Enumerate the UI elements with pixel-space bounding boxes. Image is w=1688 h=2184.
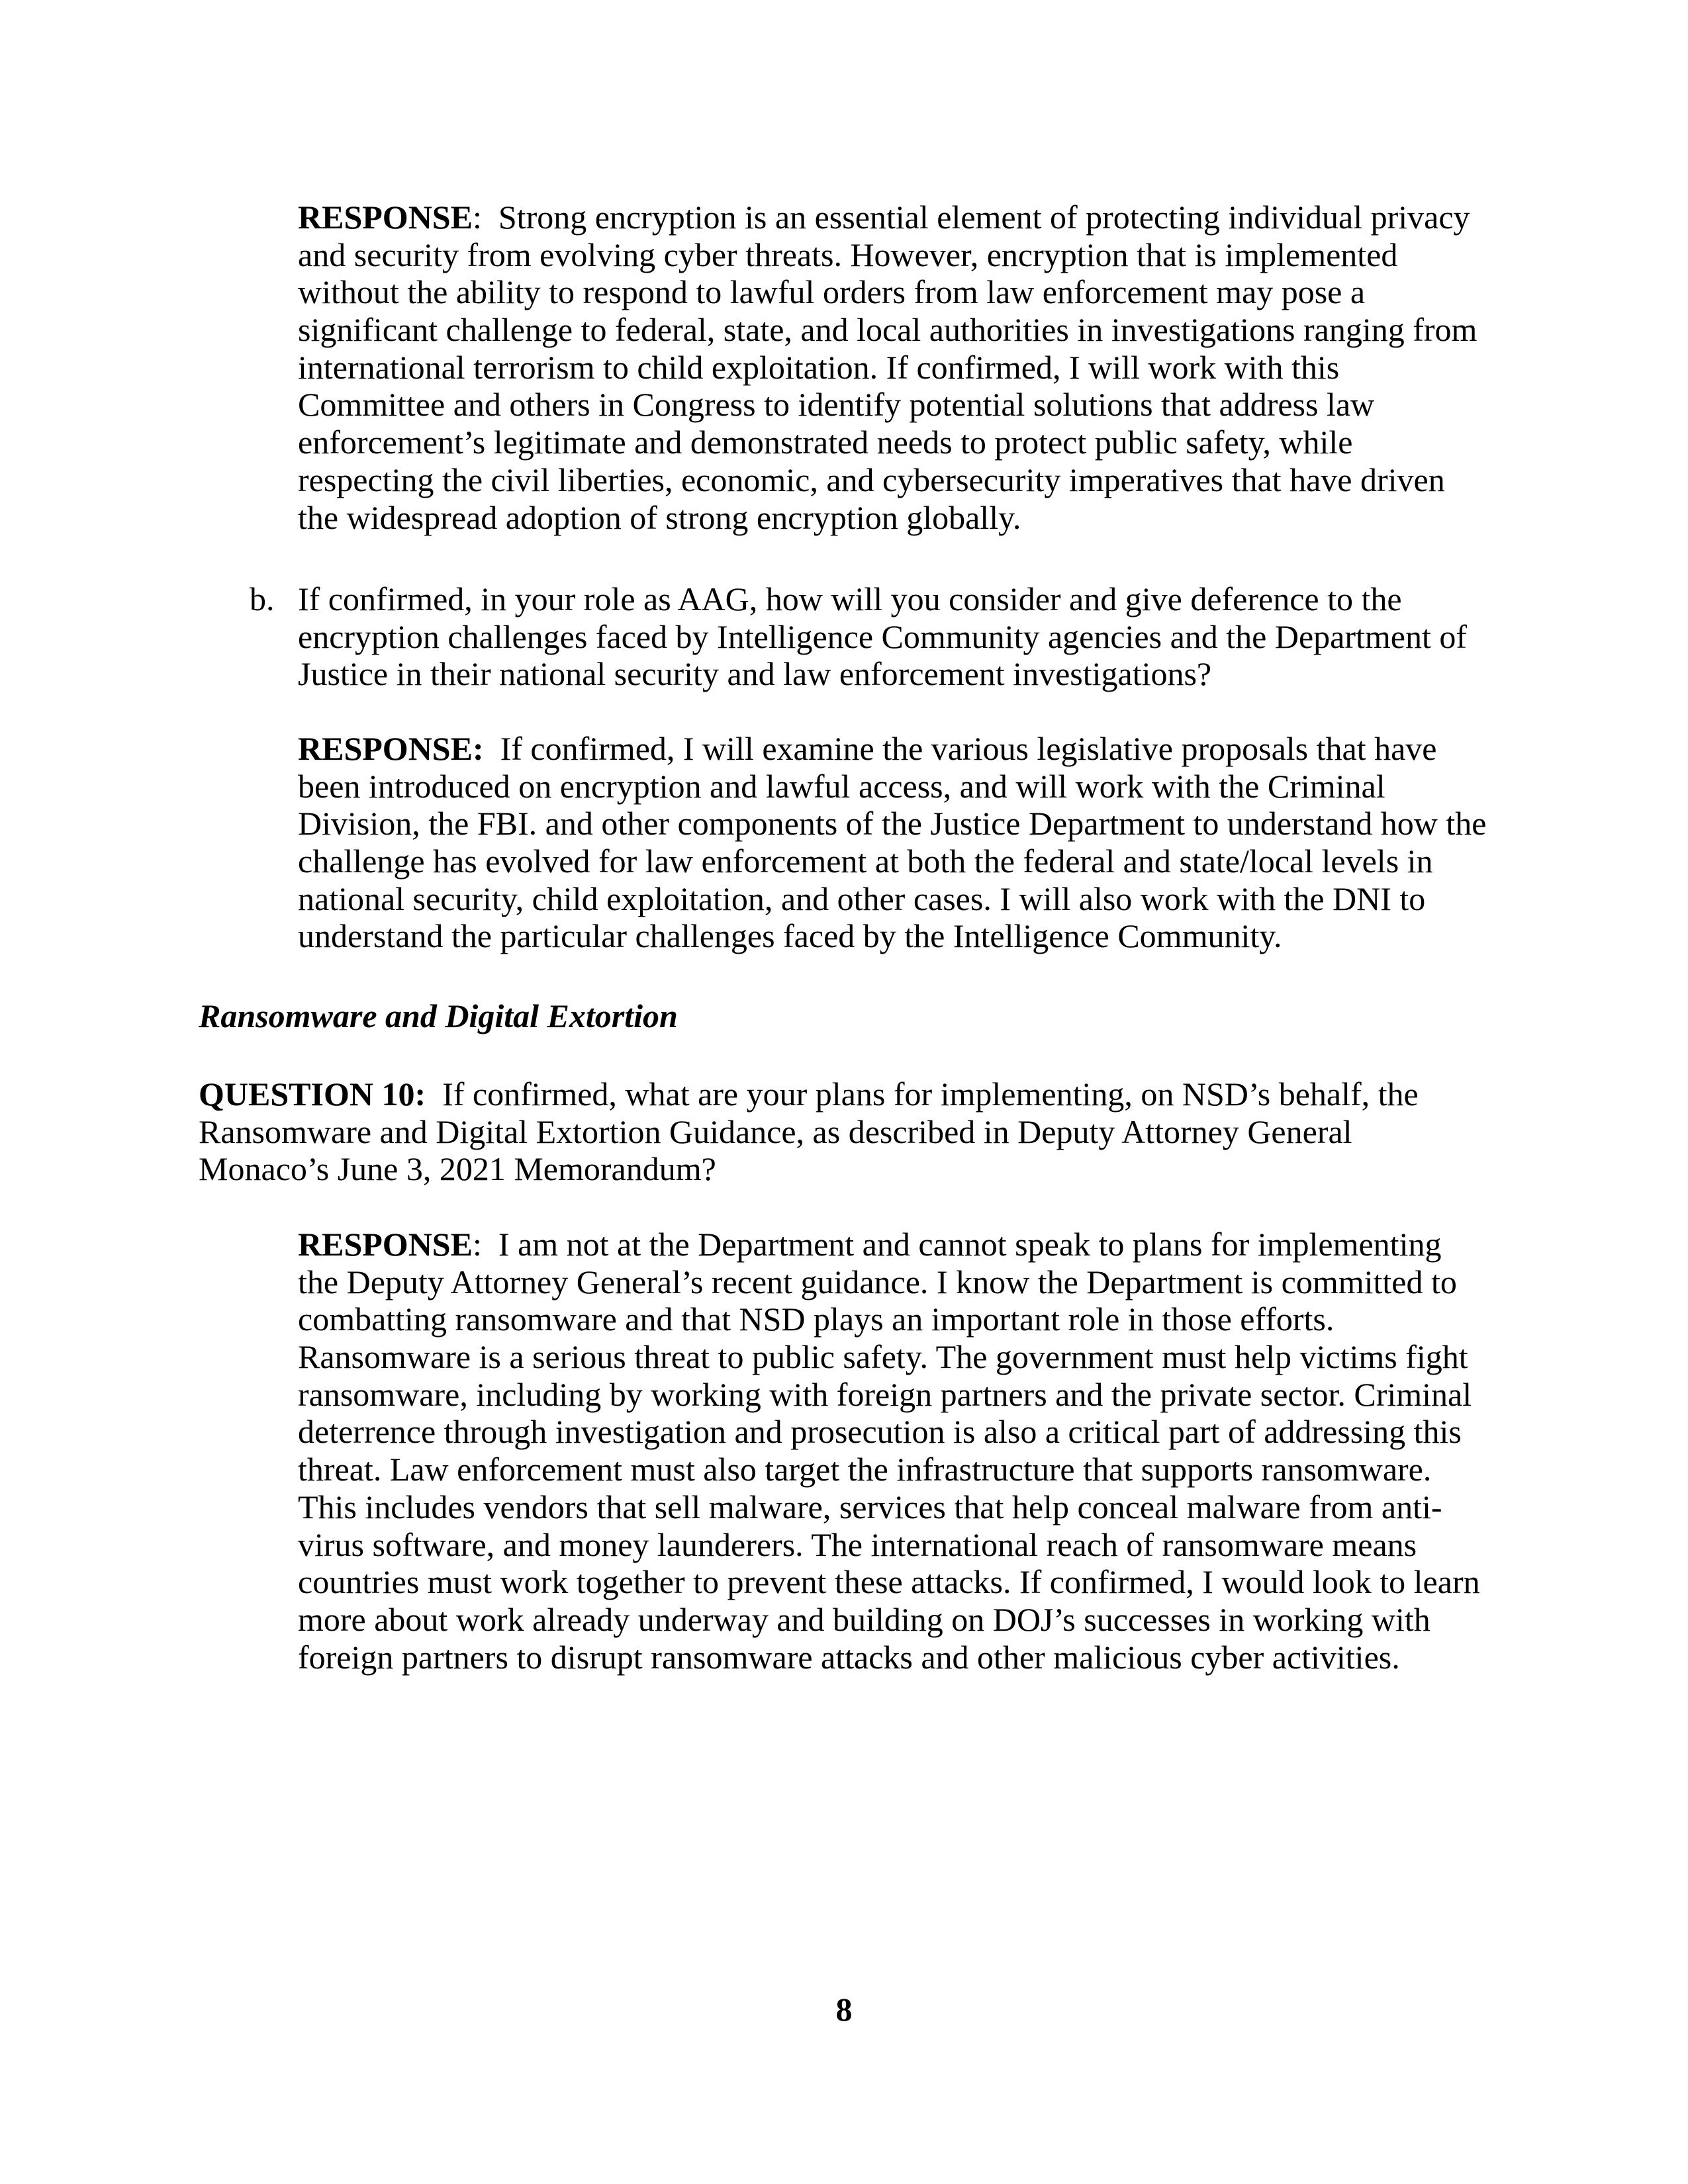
response-9a-paragraph: RESPONSE: Strong encryption is an essential element of protecting individual privacy and security from evolving cyber threats. However, encryption that is implemented without the ability to respond to lawful orders from law enforcement may pose a significant challenge to federal, state, and local authorities in investigations ranging from international terrorism to child exploitation. If confirmed, I will work with this Committee and others in Congress to identify potential solutions that address law enforcement’s legitimate and demonstrated needs to protect public safety, while respecting the civil liberties, economic, and cybersecurity imperatives that have driven the widespread adoption of strong encryption globally. [298,199,1477,536]
response-9b-paragraph: RESPONSE: If confirmed, I will examine the various legislative proposals that have been introduced on encryption and lawful access, and will work with the Criminal Division, the FBI. and other components of the Justice Department to understand how the challenge has evolved for law enforcement at both the federal and state/local levels in national security, child exploitation, and other cases. I will also work with the DNI to understand the particular challenges faced by the Intelligence Community. [298,730,1487,955]
text-line: encryption challenges faced by Intelligence Community agencies and the Department of [298,617,1468,655]
text-line: significant challenge to federal, state, and local authorities in investigations ranging from [298,311,1477,349]
text-line: virus software, and money launderers. The international reach of ransomware means [298,1525,1417,1563]
text-line: international terrorism to child exploitation. If confirmed, I will work with this [298,348,1340,386]
response-label: RESPONSE [298,1226,473,1263]
text-line: Division, the FBI. and other components of the Justice Department to understand how the [298,805,1487,842]
text-line: more about work already underway and building on DOJ’s successes in working with [298,1600,1430,1638]
text-line: deterrence through investigation and prosecution is also a critical part of addressing this [298,1413,1462,1451]
text-line: ransomware, including by working with foreign partners and the private sector. Criminal [298,1375,1472,1413]
text-line: understand the particular challenges faced by the Intelligence Community. [298,917,1282,955]
question-10-paragraph: QUESTION 10: If confirmed, what are your plans for implementing, on NSD’s behalf, the Ransomware and Digital Extortion Guidance, as described in Deputy Attorney General Monaco’s June 3, 2021 Memorandum? [199,1075,1419,1188]
text-line: foreign partners to disrupt ransomware attacks and other malicious cyber activities. [298,1638,1400,1676]
response-label: RESPONSE [298,199,473,236]
text-line: national security, child exploitation, and other cases. I will also work with the DNI to [298,880,1426,917]
text-line: and security from evolving cyber threats. However, encryption that is implemented [298,236,1398,273]
question-label: QUESTION 10: [199,1075,426,1113]
text-line: been introduced on encryption and lawful access, and will work with the Criminal [298,767,1385,805]
text-line: the widespread adoption of strong encryption globally. [298,498,1021,536]
text-line: If confirmed, in your role as AAG, how will you consider and give deference to the [298,580,1402,617]
page-number: 8 [835,1991,853,2028]
section-heading: Ransomware and Digital Extortion [199,997,678,1034]
text-line: the Deputy Attorney General’s recent guidance. I know the Department is committed to [298,1263,1457,1300]
text-line: This includes vendors that sell malware, services that help conceal malware from anti- [298,1488,1442,1525]
text-line: Committee and others in Congress to identify potential solutions that address law [298,386,1375,424]
text-line: without the ability to respond to lawful orders from law enforcement may pose a [298,273,1366,311]
text-line: challenge has evolved for law enforcement at both the federal and state/local levels in [298,842,1433,880]
text-line: Ransomware is a serious threat to public safety. The government must help victims fight [298,1338,1468,1376]
response-label: RESPONSE: [298,730,484,767]
list-marker-b: b. [250,580,275,617]
text-line: combatting ransomware and that NSD plays an important role in those efforts. [298,1300,1335,1338]
question-9b-paragraph [298,580,1467,693]
response-10-paragraph: RESPONSE: I am not at the Department and cannot speak to plans for implementing the Deputy Attorney General’s recent guidance. I know the Department is committed to combatting ransomware and that NSD plays an important role in those efforts. Ransomware is a serious threat to public safety. The government must help victims fight ransomware, including by working with foreign partners and the private sector. Criminal deterrence through investigation and prosecution is also a critical part of addressing this threat. Law enforcement must also target the infrastructure that supports ransomware. This includes vendors that sell malware, services that help conceal malware from anti- virus software, and money launderers. The international reach of ransomware means countries must work together to prevent these attacks. If confirmed, I would look to learn more about work already underway and building on DOJ’s successes in working with foreign partners to disrupt ransomware attacks and other malicious cyber activities. [298,1226,1480,1676]
text-line: Monaco’s June 3, 2021 Memorandum? [199,1150,716,1188]
text-line: Justice in their national security and law enforcement investigations? [298,655,1212,693]
text-line: Ransomware and Digital Extortion Guidance, as described in Deputy Attorney General [199,1113,1352,1150]
text-line: countries must work together to prevent these attacks. If confirmed, I would look to learn [298,1563,1480,1601]
text-line: respecting the civil liberties, economic, and cybersecurity imperatives that have driven [298,461,1445,498]
text-line: enforcement’s legitimate and demonstrated needs to protect public safety, while [298,424,1353,461]
text-line: threat. Law enforcement must also target the infrastructure that supports ransomware. [298,1451,1432,1488]
